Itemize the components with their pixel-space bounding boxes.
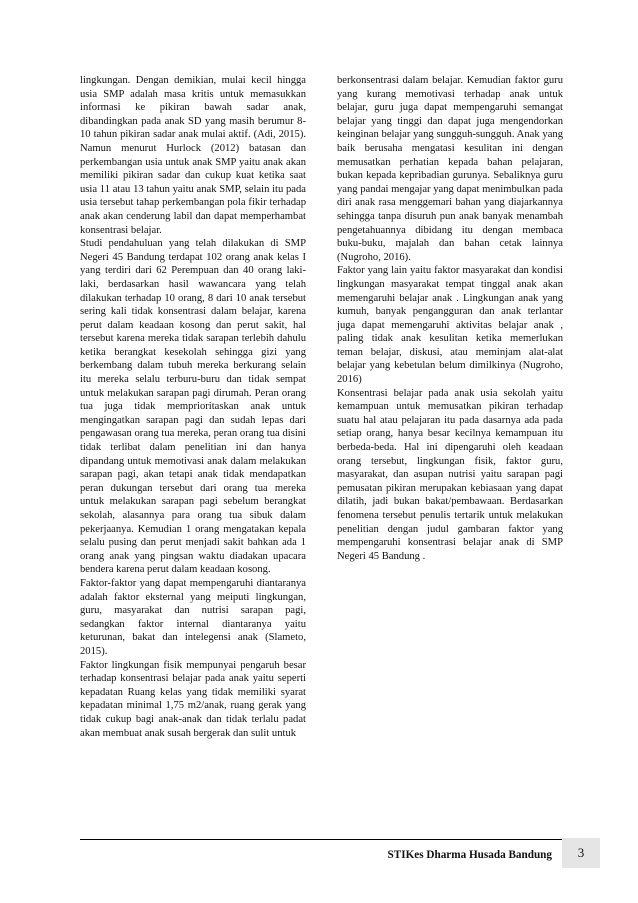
left-column — [80, 74, 306, 740]
paragraph: Studi pendahuluan yang telah dilakukan di SMP Negeri 45 Bandung terdapat 102 orang anak kelas I yang terdiri dari 62 Perempuan dan 40 orang laki-laki, berdasarkan hasil wawancara yang telah dilakukan terhadap 10 orang, 8 dari 10 anak tersebut sering kali tidak konsentrasi dalam belajar, karena perut dalam keadaan kosong dan perut sakit, hal tersebut karena mereka tidak sarapan terlebih dahulu ketika berangkat kesekolah sehingga gizi yang berkembang dalam tubuh mereka berkurang selain itu mereka selalu terburu-buru dan tidak sempat untuk melakukan sarapan pagi dirumah. Peran orang tua juga tidak memprioritaskan anak untuk mengingatkan sarapan pagi dan sudah lepas dari pengawasan orang tua mereka, peran orang tua disini tidak terlibat dalam penelitian ini dan hanya dipandang untuk memotivasi anak dalam melakukan sarapan pagi, akan tetapi anak tidak mendapatkan peran dukungan tersebut dari orang tua mereka untuk melakukan sarapan pagi sebelum berangkat sekolah, alasannya para orang tua sibuk dalam pekerjaanya. Kemudian 1 orang mengatakan kepala selalu pusing dan perut menjadi sakit bahkan ada 1 orang anak yang pingsan waktu diadakan upacara bendera karena perut dalam keadaan kosong. — [80, 238, 306, 576]
footer-divider — [80, 839, 577, 840]
paragraph: Konsentrasi belajar pada anak usia sekolah yaitu kemampuan untuk memusatkan pikiran terhadap suatu hal atau pelajaran itu pada dasarnya ada pada setiap orang, hanya besar kecilnya kemampuan itu berbeda-beda. Hal ini dipengaruhi oleh keadaan orang tersebut, lingkungan fisik, faktor guru, masyarakat, dan asupan nutrisi yaitu sarapan pagi pemusatan pikiran merupakan kebiasaan yang dapat dilatih, jadi bukan bakat/pembawaan. Berdasarkan fenomena tersebut penulis tertarik untuk melakukan penelitian dengan judul gambaran faktor yang mempengaruhi konsentrasi belajar anak di SMP Negeri 45 Bandung . — [337, 387, 563, 562]
page-number: 3 — [562, 838, 600, 868]
footer-institution: STIKes Dharma Husada Bandung — [387, 849, 552, 861]
paragraph: lingkungan. Dengan demikian, mulai kecil hingga usia SMP adalah masa kritis untuk memasukkan informasi ke pikiran bawah sadar anak, dibandingkan pada anak SD yang masih berumur 8-10 tahun pikiran sadar anak mulai aktif. (Adi, 2015). Namun menurut Hurlock (2012) batasan dan perkembangan usia untuk anak SMP yaitu anak akan memiliki pikiran sadar dan cukup kuat ketika saat usia 11 atau 13 tahun yaitu anak SMP, selain itu pada usia tersebut tahap perkembangan pola fikir terhadap anak akan cenderung labil dan dapat memperhambat konsentrasi belajar. — [80, 75, 306, 236]
paragraph: Faktor yang lain yaitu faktor masyarakat dan kondisi lingkungan masyarakat tempat tinggal anak akan memengaruhi belajar anak . Lingkungan anak yang kumuh, banyak pengangguran dan anak terlantar juga dapat memengaruhi aktivitas belajar anak , paling tidak anak kesulitan ketika memerlukan teman belajar, diskusi, atau meminjam alat-alat belajar yang kebetulan belum dimilkinya (Nugroho, 2016) — [337, 265, 563, 386]
paragraph: Faktor-faktor yang dapat mempengaruhi diantaranya adalah faktor eksternal yang meiputi lingkungan, guru, masyarakat dan nutrisi sarapan pagi, sedangkan faktor internal diantaranya yaitu keturunan, bakat dan intelegensi anak (Slameto, 2015). — [80, 577, 306, 657]
paragraph: Faktor lingkungan fisik mempunyai pengaruh besar terhadap konsentrasi belajar pada anak yaitu seperti kepadatan Ruang kelas yang tidak memiliki syarat kepadatan minimal 1,75 m2/anak, ruang gerak yang tidak cukup bagi anak-anak dan tidak terlalu padat akan membuat anak susah bergerak dan sulit untuk — [80, 659, 306, 739]
paragraph: berkonsentrasi dalam belajar. Kemudian faktor guru yang kurang memotivasi terhadap anak untuk belajar, guru juga dapat mempengaruhi semangat belajar yang tinggi dan dapat juga mengendorkan keinginan belajar yang sungguh-sungguh. Anak yang baik berusaha mengatasi kesulitan ini dengan memusatkan perhatian kepada bahan pelajaran, bukan kepada kepribadian gurunya. Sebaliknya guru yang pandai mengajar yang dapat menimbulkan pada diri anak rasa menggemari bahan yang diajarkannya sehingga tanpa disuruh pun anak banyak menambah pengetahuannya dibidang itu dengan membaca buku-buku, majalah dan bahan cetak lainnya (Nugroho, 2016). — [337, 75, 563, 263]
right-column — [337, 74, 563, 563]
